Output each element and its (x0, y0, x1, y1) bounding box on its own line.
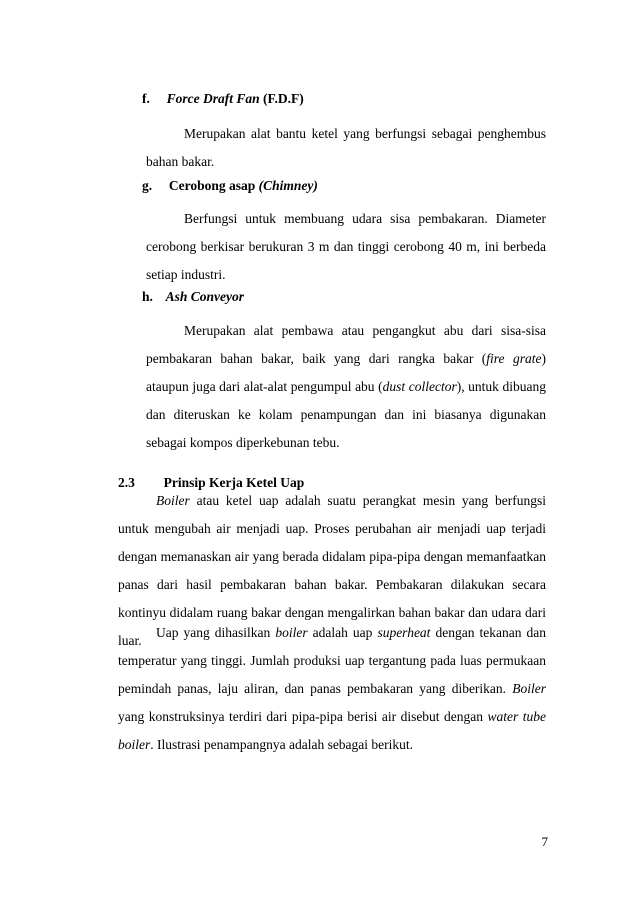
p2-i: . Ilustrasi penampangnya adalah sebagai berikut. (150, 737, 414, 752)
p2-superheat-italic: superheat (377, 625, 431, 640)
paragraph-h-text-1: Merupakan alat pembawa atau pengangkut abu dari sisa-sisa pembakaran bahan bakar, baik yang dari rangka bakar ( (146, 323, 546, 366)
heading-g-title: Cerobong asap (168, 178, 259, 193)
paragraph-2-3-b (118, 619, 546, 759)
p2-c: adalah uap (307, 625, 378, 640)
paragraph-2-3-a-text: atau ketel uap adalah suatu perangkat mesin yang berfungsi untuk mengubah air menjadi uap. Proses perubahan air menjadi uap terjadi dengan memanaskan air yang berada didalam pipa-pipa dengan memanfaatkan panas dari hasil pembakaran bahan bakar. Pembakaran dilakukan secara kontinyu didalam ruang bakar dengan mengalirkan bahan bakar dan udara dari luar. (118, 493, 546, 648)
heading-h (142, 289, 244, 305)
heading-h-title-italic: Ash Conveyor (165, 289, 245, 304)
paragraph-g: Berfungsi untuk membuang udara sisa pembakaran. Diameter cerobong berkisar berukuran 3 m dan tinggi cerobong 40 m, ini berbeda setiap industri. (146, 211, 546, 282)
page-number: 7 (541, 834, 548, 849)
heading-f-title-rest: (F.D.F) (259, 91, 304, 106)
paragraph-h-text-3: ) ataupun juga dari alat-alat pengumpul abu ( (146, 351, 546, 394)
section-title: Prinsip Kerja Ketel Uap (163, 475, 305, 490)
heading-g-title-italic: (Chimney) (258, 178, 318, 193)
heading-f-title-italic: Force Draft Fan (166, 91, 260, 106)
section-number: 2.3 (118, 475, 135, 490)
paragraph-boiler-italic: Boiler (156, 493, 190, 508)
heading-g (142, 178, 318, 194)
heading-h-label: h. (142, 289, 153, 304)
paragraph-h-dust-collector: dust collector (382, 379, 457, 394)
heading-g-label: g. (142, 178, 153, 193)
paragraph-h-fire-grate: fire grate (486, 351, 542, 366)
p2-g: yang konstruksinya terdiri dari pipa-pipa berisi air disebut dengan (118, 709, 488, 724)
paragraph-h (146, 317, 546, 457)
paragraph-h-text-5: ), untuk dibuang dan diteruskan ke kolam penampungan dan ini biasanya digunakan sebagai kompos diperkebunan tebu. (146, 379, 546, 450)
p2-boiler-italic: boiler (275, 625, 308, 640)
paragraph-f: Merupakan alat bantu ketel yang berfungsi sebagai penghembus bahan bakar. (146, 126, 546, 169)
p2-e: dengan tekanan dan temperatur yang tinggi. Jumlah produksi uap tergantung pada luas permukaan pemindah panas, laju aliran, dan panas pembakaran yang diberikan. (118, 625, 547, 696)
heading-f-label: f. (142, 91, 150, 106)
heading-f (142, 91, 304, 107)
p2-boiler-italic-2: Boiler (512, 681, 546, 696)
p2-a: Uap yang dihasilkan (156, 625, 276, 640)
p2-water-tube-boiler-italic: water tube boiler (118, 709, 546, 752)
